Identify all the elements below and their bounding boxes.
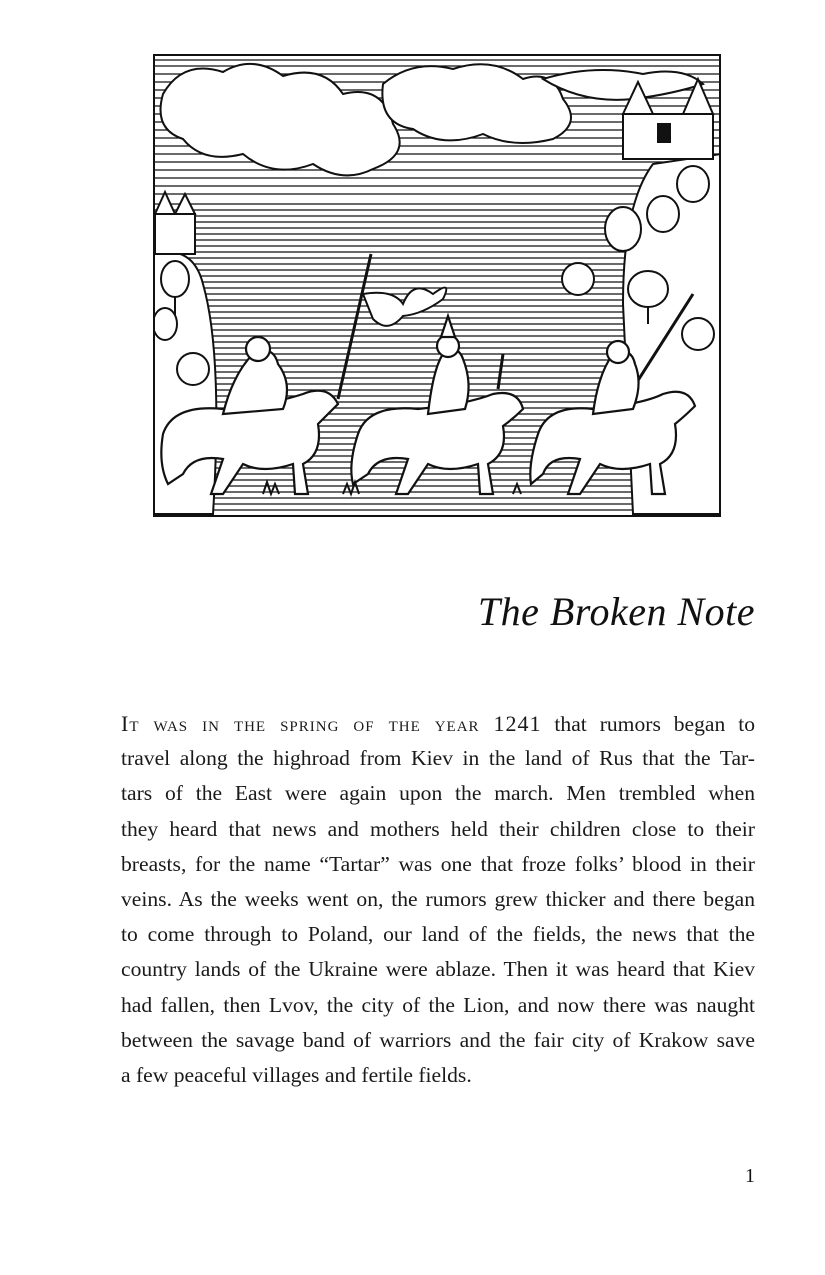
- chapter-title: The Broken Note: [477, 589, 755, 634]
- body-line: breasts, for the name “Tartar” was one that froze folks’ blood in their: [121, 851, 755, 876]
- body-line: [121, 706, 755, 741]
- body-line: they heard that news and mothers held their children close to their: [121, 816, 755, 841]
- woodcut-horsemen-illustration: [153, 54, 721, 517]
- body-line: travel along the highroad from Kiev in the land of Rus that the Tar-: [121, 746, 755, 771]
- woodcut-illustration: [153, 54, 721, 517]
- body-line: had fallen, then Lvov, the city of the Lion, and now there was naught: [121, 992, 755, 1017]
- page-number: 1: [745, 1165, 755, 1187]
- body-line: to come through to Poland, our land of the fields, the news that the: [121, 922, 755, 947]
- body-line: between the savage band of warriors and the fair city of Krakow save: [121, 1027, 755, 1052]
- body-line: veins. As the weeks went on, the rumors grew thicker and there began: [121, 886, 755, 911]
- body-line-text: that rumors began to: [541, 712, 755, 736]
- body-line: tars of the East were again upon the march. Men trembled when: [121, 781, 755, 806]
- body-paragraph: [121, 706, 755, 1093]
- body-line: country lands of the Ukraine were ablaze. Then it was heard that Kiev: [121, 957, 755, 982]
- body-line: a few peaceful villages and fertile fields.: [121, 1062, 472, 1087]
- opening-smallcaps: It was in the spring of the year 1241: [121, 711, 542, 736]
